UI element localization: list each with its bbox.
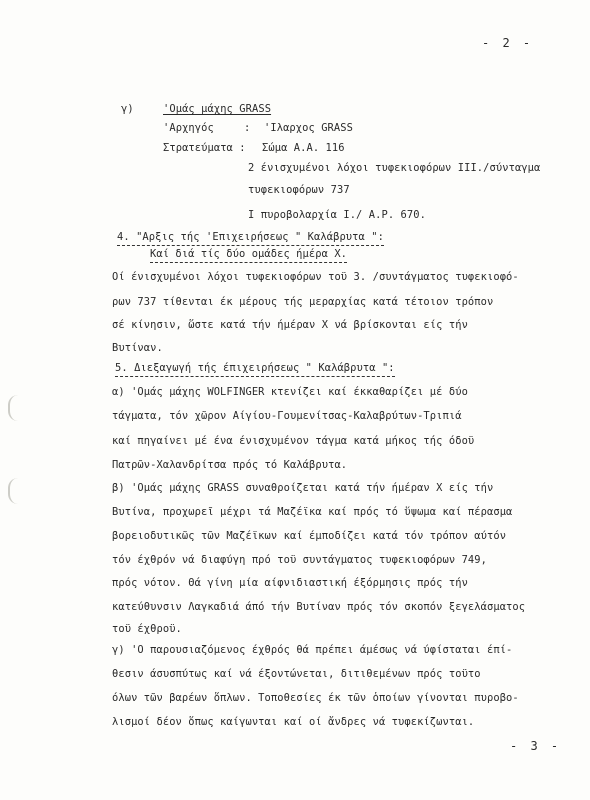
forces-line: 2 ένισχυμένοι λόχοι τυφεκιοφόρων III./σύνταγμα	[248, 162, 541, 174]
para-b-line: πρός νότον. Θά γίνη μία αίφνιδιαστική έξόρμησις πρός τήν	[112, 577, 468, 589]
para-c-line: θεσιν άσυσπύτως καί νά έξοντώνεται, διτιθεμένων πρός τοϋτο	[112, 668, 481, 680]
forces-line: τυφεκιοφόρων 737	[248, 184, 350, 196]
para-b-line: Βυτίνα, προχωρεῖ μέχρι τά Μαζέϊκα καί πρός τό ὕψωμα καί πέρασμα	[112, 506, 513, 518]
section-4-body-line: Βυτίναν.	[112, 342, 163, 354]
punch-hole-mark	[8, 395, 24, 421]
para-a-line: καί πηγαίνει μέ ένα ένισχυμένον τάγμα κατά μήκος τής όδοϋ	[112, 435, 475, 447]
para-a-line: τάγματα, τόν χῶρον Αίγίου-Γουμενίτσας-Καλαβρύτων-Τριπιά	[112, 410, 462, 422]
section-4-heading: 4. "Αρξις τής 'Επιχειρήσεως " Καλάβρυτα ":	[117, 230, 384, 246]
punch-hole-mark	[8, 478, 24, 504]
para-b-line: τοϋ έχθροϋ.	[112, 623, 182, 635]
para-b-line: κατεύθυνσιν Λαγκαδιά άπό τήν Βυτίναν πρός τόν σκοπόν ξεγελάσματος	[112, 601, 526, 613]
para-b-line: β) 'Ομάς μάχης GRASS συναθροίζεται κατά τήν ήμέραν Χ είς τήν	[112, 482, 494, 494]
section-4-body-line: Οί ένισχυμένοι λόχοι τυφεκιοφόρων τοϋ 3. /συντάγματος τυφεκιοφό-	[112, 271, 519, 283]
commander-value: 'Ιλαρχος GRASS	[264, 122, 353, 134]
para-b-line: βορειοδυτικῶς τῶν Μαζέϊκων καί έμποδίζει κατά τόν τρόπον αύτόν	[112, 530, 507, 542]
para-b-line: τόν έχθρόν νά διαφύγη πρό τοϋ συντάγματος τυφεκιοφόρων 749,	[112, 554, 487, 566]
section-c-title: 'Ομάς μάχης GRASS	[163, 103, 272, 115]
commander-label: 'Αρχηγός	[163, 122, 214, 134]
forces-line: Σώμα Α.Α. 116	[262, 142, 345, 154]
para-a-line: Πατρῶν-Χαλανδρίτσα πρός τό Καλάβρυτα.	[112, 459, 348, 471]
para-c-line: λισμοί δέον ὅπως καίγωνται καί οί ἄνδρες νά τυφεκίζωνται.	[112, 716, 475, 728]
commander-separator: :	[244, 122, 251, 134]
section-5-heading: 5. Διεξαγωγή τής έπιχειρήσεως " Καλάβρυτα ":	[115, 361, 395, 377]
para-c-line: γ) 'Ο παρουσιαζόμενος έχθρός θά πρέπει άμέσως νά ύφίσταται έπί-	[112, 644, 513, 656]
para-a-line: α) 'Ομάς μάχης WOLFINGER κτενίζει καί έκκαθαρίζει μέ δύο	[112, 386, 468, 398]
para-c-line: όλων τῶν βαρέων ὅπλων. Τοποθεσίες έκ τῶν ὁποίων γίνονται πυροβο-	[112, 692, 519, 704]
section-4-body-line: σέ κίνησιν, ὥστε κατά τήν ήμέραν Χ νά βρίσκονται είς τήν	[112, 319, 468, 331]
section-4-body-line: ρων 737 τίθενται έκ μέρους τής μεραρχίας κατά τέτοιον τρόπον	[112, 296, 494, 308]
page-number-top: - 2 -	[482, 36, 534, 50]
section-4-subheading: Καί διά τίς δύο ομάδες ήμέρα Χ.	[150, 247, 347, 263]
forces-label: Στρατεύματα :	[163, 142, 246, 154]
forces-line: I πυροβολαρχία I./ A.P. 670.	[248, 209, 426, 221]
page-number-bottom: - 3 -	[510, 739, 562, 753]
section-c-marker: γ)	[121, 103, 134, 115]
